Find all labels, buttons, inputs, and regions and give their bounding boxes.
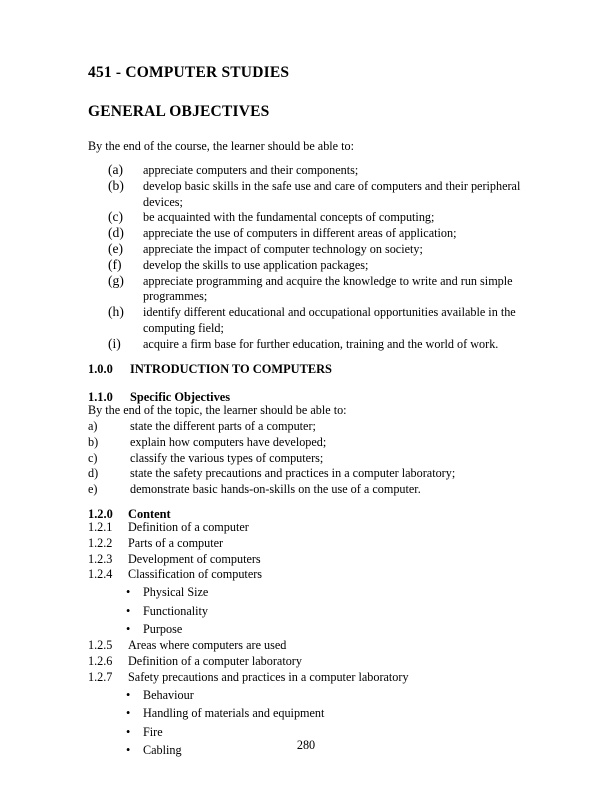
bullet-dot-icon: •: [126, 622, 131, 636]
bullet-dot-icon: •: [126, 585, 131, 600]
general-objective-text: identify different educational and occupational opportunities available in the computing field;: [143, 305, 516, 335]
content-item: [88, 654, 528, 670]
general-objective-text: acquire a firm base for further education, training and the world of work.: [143, 336, 499, 351]
content-item: [88, 520, 528, 536]
specific-objectives-list: [88, 419, 528, 498]
bullet-dot-icon: •: [126, 706, 131, 721]
general-objective-text: appreciate programming and acquire the knowledge to write and run simple programmes;: [143, 273, 513, 304]
content-item-number: 1.2.2: [88, 535, 113, 550]
general-objective-item: [88, 226, 528, 242]
general-objective-marker: (b): [108, 177, 124, 193]
general-objectives-lead-in: By the end of the course, the learner should be able to:: [88, 139, 355, 153]
content-sub-bullet: [88, 602, 528, 620]
content-item-number: 1.2.1: [88, 520, 113, 534]
specific-objective-text: demonstrate basic hands-on-skills on the use of a computer.: [130, 482, 421, 497]
specific-objective-item: [88, 451, 528, 467]
chapter-title: INTRODUCTION TO COMPUTERS: [130, 362, 332, 376]
content-list: [88, 520, 528, 759]
general-objective-text: be acquainted with the fundamental concepts of computing;: [143, 210, 435, 225]
content-sub-bullet-list: [88, 583, 528, 638]
general-objective-marker: (i): [108, 335, 121, 351]
bullet-dot-icon: •: [126, 687, 131, 702]
specific-objective-marker: b): [88, 434, 99, 449]
specific-objective-item: [88, 419, 528, 435]
content-sub-bullet: [88, 686, 528, 704]
content-sub-bullet: [88, 583, 528, 601]
specific-objective-item: [88, 435, 528, 451]
general-objective-text: develop the skills to use application packages;: [143, 257, 369, 272]
page-number-footer: 280: [296, 738, 316, 752]
specific-objective-item: [88, 466, 528, 482]
content-item: [88, 670, 528, 686]
general-objective-marker: (h): [108, 304, 124, 320]
general-objective-item: [88, 258, 528, 274]
general-objective-marker: (g): [108, 272, 124, 288]
general-objective-item: [88, 179, 528, 211]
content-item-text: Development of computers: [128, 551, 261, 566]
content-number: 1.2.0: [88, 507, 113, 521]
general-objective-marker: (c): [108, 209, 124, 225]
content-sub-bullet-label: Fire: [143, 724, 163, 739]
content-item-number: 1.2.3: [88, 551, 113, 566]
general-objective-item: [88, 242, 528, 258]
content-sub-bullet-label: Behaviour: [143, 687, 194, 702]
specific-objectives-number: 1.1.0: [88, 390, 113, 404]
general-objective-text: appreciate the impact of computer technology on society;: [143, 241, 423, 256]
content-sub-bullet-label: Handling of materials and equipment: [143, 706, 325, 721]
content-item-text: Safety precautions and practices in a computer laboratory: [128, 670, 409, 684]
general-objective-text: appreciate the use of computers in different areas of application;: [143, 226, 457, 241]
bullet-dot-icon: •: [126, 603, 131, 618]
specific-objective-marker: c): [88, 450, 98, 465]
content-item-text: Definition of a computer: [128, 520, 249, 534]
content-title: Content: [128, 507, 171, 521]
content-item-number: 1.2.5: [88, 638, 113, 653]
specific-objective-text: state the safety precautions and practices in a computer laboratory;: [130, 466, 456, 481]
content-item-text: Classification of computers: [128, 567, 263, 582]
specific-objective-text: state the different parts of a computer;: [130, 419, 316, 433]
specific-objective-marker: d): [88, 466, 99, 481]
content-item: [88, 567, 528, 583]
general-objective-marker: (a): [108, 162, 124, 177]
specific-objectives-title: Specific Objectives: [130, 390, 231, 404]
content-item: [88, 638, 528, 654]
general-objective-item: [88, 337, 528, 353]
bullet-dot-icon: •: [126, 743, 131, 758]
page-title: 451 - COMPUTER STUDIES: [88, 64, 290, 81]
content-item: [88, 536, 528, 552]
general-objective-item: [88, 305, 528, 337]
section-heading-general-objectives: GENERAL OBJECTIVES: [88, 103, 270, 120]
content-item-text: Areas where computers are used: [128, 638, 287, 653]
general-objective-marker: (d): [108, 225, 124, 241]
content-sub-bullet: [88, 620, 528, 638]
content-sub-bullet: [88, 704, 528, 722]
content-item-number: 1.2.6: [88, 654, 113, 669]
general-objective-text: appreciate computers and their components;: [143, 163, 359, 177]
content-item-text: Definition of a computer laboratory: [128, 654, 302, 669]
content-sub-bullet-label: Purpose: [143, 622, 183, 636]
specific-objective-item: [88, 482, 528, 498]
content-sub-bullet-label: Physical Size: [143, 585, 209, 600]
content-item-number: 1.2.4: [88, 567, 113, 582]
content-item-number: 1.2.7: [88, 670, 113, 684]
bullet-dot-icon: •: [126, 724, 131, 739]
content-item-text: Parts of a computer: [128, 535, 224, 550]
general-objective-item: [88, 274, 528, 306]
specific-objective-text: classify the various types of computers;: [130, 450, 324, 465]
general-objective-marker: (e): [108, 240, 124, 256]
general-objective-marker: (f): [108, 256, 122, 272]
general-objective-text: develop basic skills in the safe use and care of computers and their peripheral devices;: [143, 178, 521, 209]
specific-objective-marker: e): [88, 482, 98, 497]
content-sub-bullet-label: Cabling: [143, 743, 182, 758]
chapter-heading: [88, 362, 332, 377]
content-item: [88, 552, 528, 568]
chapter-number: 1.0.0: [88, 362, 113, 376]
specific-objectives-lead-in: By the end of the topic, the learner should be able to:: [88, 403, 347, 417]
specific-objective-marker: a): [88, 419, 98, 433]
general-objective-item: [88, 163, 528, 179]
specific-objective-text: explain how computers have developed;: [130, 434, 327, 449]
content-sub-bullet-label: Functionality: [143, 603, 208, 618]
general-objectives-list: [88, 163, 528, 353]
general-objective-item: [88, 210, 528, 226]
